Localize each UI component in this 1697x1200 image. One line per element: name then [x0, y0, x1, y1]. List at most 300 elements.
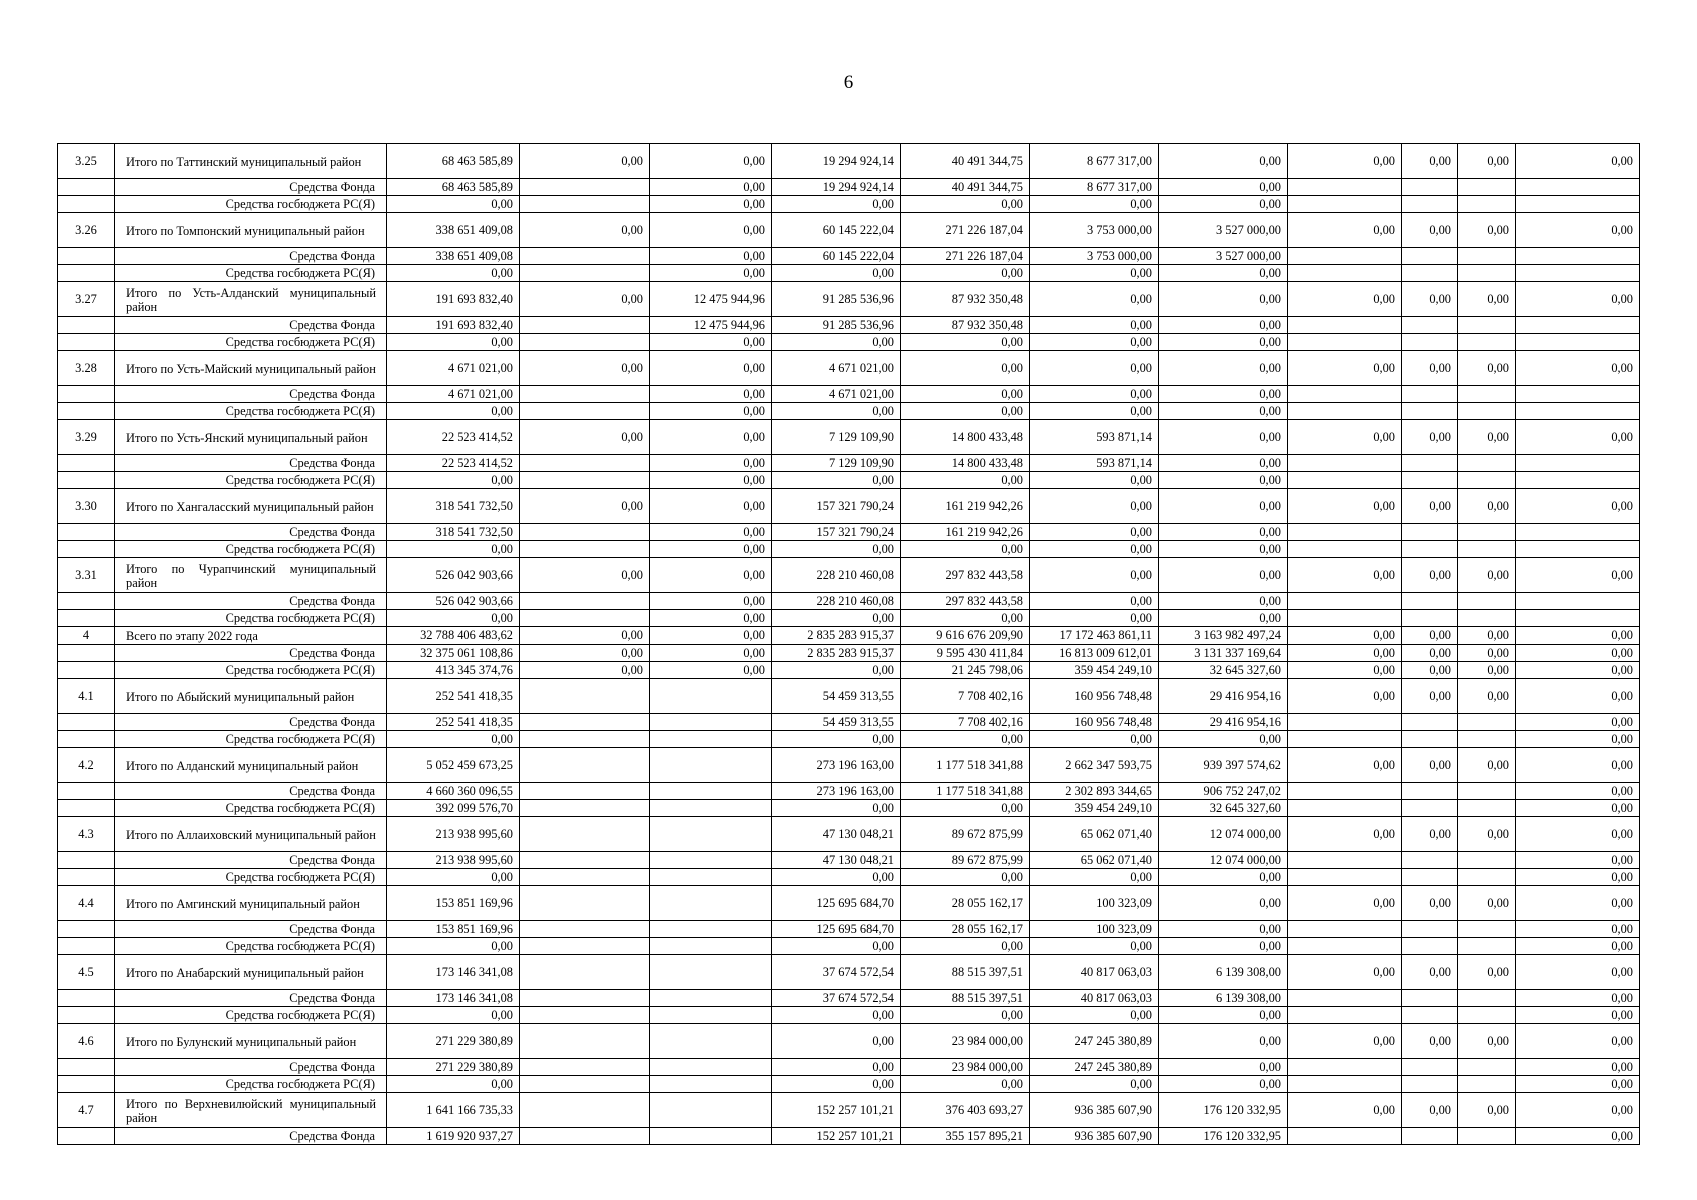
table-subrow-budget [58, 1007, 1640, 1024]
amount-cell: 160 956 748,48 [1030, 714, 1159, 731]
amount-cell: 32 788 406 483,62 [387, 627, 520, 645]
amount-cell: 0,00 [1402, 817, 1458, 852]
amount-cell: 0,00 [1458, 420, 1516, 455]
amount-cell: 0,00 [650, 558, 772, 593]
amount-cell: 0,00 [1516, 627, 1640, 645]
amount-cell: 0,00 [1288, 627, 1402, 645]
table-subrow-fund [58, 852, 1640, 869]
row-code [58, 179, 115, 196]
amount-cell: 0,00 [1159, 489, 1288, 524]
table-row-total [58, 489, 1640, 524]
amount-cell [520, 783, 650, 800]
row-code: 3.30 [58, 489, 115, 524]
amount-cell: 0,00 [387, 541, 520, 558]
amount-cell: 0,00 [1030, 351, 1159, 386]
amount-cell: 0,00 [1516, 420, 1640, 455]
funding-source-label: Средства госбюджета РС(Я) [115, 403, 387, 420]
funding-source-label: Средства госбюджета РС(Я) [115, 800, 387, 817]
amount-cell: 88 515 397,51 [901, 955, 1030, 990]
amount-cell: 4 671 021,00 [772, 386, 901, 403]
amount-cell [1288, 265, 1402, 282]
amount-cell: 0,00 [901, 386, 1030, 403]
amount-cell: 0,00 [1402, 558, 1458, 593]
amount-cell [1458, 317, 1516, 334]
amount-cell: 0,00 [1516, 955, 1640, 990]
amount-cell [1458, 1128, 1516, 1145]
row-code: 3.25 [58, 144, 115, 179]
amount-cell [520, 817, 650, 852]
amount-cell: 228 210 460,08 [772, 593, 901, 610]
amount-cell: 0,00 [1458, 645, 1516, 662]
amount-cell [520, 1007, 650, 1024]
amount-cell: 1 641 166 735,33 [387, 1093, 520, 1128]
amount-cell [1458, 921, 1516, 938]
amount-cell: 32 645 327,60 [1159, 662, 1288, 679]
amount-cell: 23 984 000,00 [901, 1059, 1030, 1076]
amount-cell [1402, 334, 1458, 351]
amount-cell [1458, 386, 1516, 403]
amount-cell: 0,00 [520, 144, 650, 179]
row-code: 4.6 [58, 1024, 115, 1059]
amount-cell [1458, 610, 1516, 627]
amount-cell [650, 955, 772, 990]
amount-cell [1458, 455, 1516, 472]
amount-cell: 0,00 [650, 420, 772, 455]
amount-cell [650, 1076, 772, 1093]
amount-cell: 526 042 903,66 [387, 558, 520, 593]
amount-cell: 0,00 [1030, 610, 1159, 627]
amount-cell: 176 120 332,95 [1159, 1093, 1288, 1128]
amount-cell: 0,00 [772, 472, 901, 489]
amount-cell: 0,00 [1288, 886, 1402, 921]
amount-cell [650, 921, 772, 938]
table-subrow-fund [58, 921, 1640, 938]
amount-cell [1402, 265, 1458, 282]
amount-cell: 252 541 418,35 [387, 679, 520, 714]
amount-cell: 936 385 607,90 [1030, 1128, 1159, 1145]
amount-cell: 5 052 459 673,25 [387, 748, 520, 783]
amount-cell: 0,00 [1516, 990, 1640, 1007]
amount-cell: 0,00 [772, 610, 901, 627]
amount-cell [1402, 990, 1458, 1007]
row-code: 3.26 [58, 213, 115, 248]
row-name: Итого по Усть-Алданский муниципальный район [115, 282, 387, 317]
amount-cell: 65 062 071,40 [1030, 817, 1159, 852]
amount-cell: 213 938 995,60 [387, 817, 520, 852]
amount-cell [1288, 403, 1402, 420]
amount-cell [520, 541, 650, 558]
amount-cell [1458, 783, 1516, 800]
amount-cell [1458, 990, 1516, 1007]
amount-cell: 213 938 995,60 [387, 852, 520, 869]
funding-source-label: Средства Фонда [115, 1128, 387, 1145]
amount-cell: 28 055 162,17 [901, 921, 1030, 938]
amount-cell: 0,00 [1159, 921, 1288, 938]
amount-cell: 0,00 [1402, 213, 1458, 248]
amount-cell [650, 714, 772, 731]
amount-cell: 0,00 [1288, 420, 1402, 455]
amount-cell: 191 693 832,40 [387, 317, 520, 334]
table-row-total [58, 351, 1640, 386]
amount-cell: 0,00 [1458, 627, 1516, 645]
amount-cell: 173 146 341,08 [387, 990, 520, 1007]
amount-cell: 318 541 732,50 [387, 489, 520, 524]
amount-cell: 0,00 [387, 334, 520, 351]
amount-cell: 0,00 [1402, 886, 1458, 921]
amount-cell: 273 196 163,00 [772, 783, 901, 800]
funding-source-label: Средства госбюджета РС(Я) [115, 869, 387, 886]
amount-cell [1288, 714, 1402, 731]
amount-cell: 0,00 [1288, 282, 1402, 317]
funding-source-label: Средства госбюджета РС(Я) [115, 196, 387, 213]
table-subrow-fund [58, 455, 1640, 472]
amount-cell: 0,00 [772, 1059, 901, 1076]
funding-source-label: Средства госбюджета РС(Я) [115, 472, 387, 489]
amount-cell [1402, 179, 1458, 196]
amount-cell: 228 210 460,08 [772, 558, 901, 593]
row-code [58, 1059, 115, 1076]
amount-cell [1402, 541, 1458, 558]
row-code: 4.5 [58, 955, 115, 990]
amount-cell: 0,00 [1402, 955, 1458, 990]
amount-cell: 0,00 [1458, 817, 1516, 852]
row-code [58, 645, 115, 662]
row-code [58, 990, 115, 1007]
amount-cell: 0,00 [650, 213, 772, 248]
amount-cell: 0,00 [1159, 610, 1288, 627]
funding-source-label: Средства госбюджета РС(Я) [115, 662, 387, 679]
amount-cell: 0,00 [1288, 213, 1402, 248]
amount-cell [1458, 524, 1516, 541]
amount-cell: 0,00 [901, 196, 1030, 213]
amount-cell: 0,00 [1288, 662, 1402, 679]
amount-cell: 0,00 [1159, 179, 1288, 196]
amount-cell: 0,00 [1458, 144, 1516, 179]
table-row-total [58, 1093, 1640, 1128]
amount-cell [1288, 1076, 1402, 1093]
row-code [58, 610, 115, 627]
amount-cell: 0,00 [650, 645, 772, 662]
amount-cell: 0,00 [650, 248, 772, 265]
amount-cell [1288, 1128, 1402, 1145]
amount-cell [1458, 852, 1516, 869]
amount-cell: 0,00 [1288, 1093, 1402, 1128]
amount-cell [520, 1059, 650, 1076]
amount-cell: 297 832 443,58 [901, 593, 1030, 610]
amount-cell: 0,00 [1030, 558, 1159, 593]
row-code [58, 731, 115, 748]
amount-cell: 0,00 [1402, 144, 1458, 179]
amount-cell: 359 454 249,10 [1030, 800, 1159, 817]
amount-cell [1402, 800, 1458, 817]
table-subrow-fund [58, 714, 1640, 731]
amount-cell [1516, 524, 1640, 541]
amount-cell [650, 817, 772, 852]
amount-cell: 526 042 903,66 [387, 593, 520, 610]
table-subrow-budget [58, 1076, 1640, 1093]
funding-source-label: Средства госбюджета РС(Я) [115, 938, 387, 955]
amount-cell: 0,00 [650, 627, 772, 645]
amount-cell: 0,00 [772, 541, 901, 558]
amount-cell: 0,00 [1402, 1024, 1458, 1059]
amount-cell: 273 196 163,00 [772, 748, 901, 783]
amount-cell: 338 651 409,08 [387, 248, 520, 265]
amount-cell: 0,00 [772, 403, 901, 420]
row-code [58, 455, 115, 472]
amount-cell: 0,00 [1516, 351, 1640, 386]
amount-cell: 0,00 [650, 524, 772, 541]
amount-cell: 0,00 [1030, 265, 1159, 282]
amount-cell: 37 674 572,54 [772, 955, 901, 990]
amount-cell: 3 527 000,00 [1159, 213, 1288, 248]
amount-cell [1402, 869, 1458, 886]
amount-cell [1458, 403, 1516, 420]
amount-cell: 0,00 [1159, 317, 1288, 334]
amount-cell: 0,00 [1288, 817, 1402, 852]
amount-cell: 0,00 [1516, 282, 1640, 317]
amount-cell: 3 527 000,00 [1159, 248, 1288, 265]
amount-cell [1516, 541, 1640, 558]
amount-cell: 355 157 895,21 [901, 1128, 1030, 1145]
amount-cell: 0,00 [901, 800, 1030, 817]
amount-cell [1458, 1007, 1516, 1024]
amount-cell [1516, 248, 1640, 265]
row-code [58, 524, 115, 541]
amount-cell: 0,00 [901, 472, 1030, 489]
amount-cell: 0,00 [1458, 558, 1516, 593]
amount-cell: 0,00 [1402, 662, 1458, 679]
amount-cell: 0,00 [1516, 714, 1640, 731]
amount-cell [1516, 196, 1640, 213]
amount-cell: 0,00 [1030, 317, 1159, 334]
amount-cell: 0,00 [901, 265, 1030, 282]
amount-cell [520, 196, 650, 213]
amount-cell [1402, 852, 1458, 869]
amount-cell: 152 257 101,21 [772, 1093, 901, 1128]
amount-cell: 939 397 574,62 [1159, 748, 1288, 783]
amount-cell: 0,00 [1030, 334, 1159, 351]
funding-source-label: Средства Фонда [115, 317, 387, 334]
amount-cell: 0,00 [520, 489, 650, 524]
row-name: Итого по Амгинский муниципальный район [115, 886, 387, 921]
row-code [58, 265, 115, 282]
amount-cell [650, 852, 772, 869]
amount-cell: 0,00 [520, 351, 650, 386]
amount-cell [520, 748, 650, 783]
amount-cell: 338 651 409,08 [387, 213, 520, 248]
amount-cell [650, 1059, 772, 1076]
amount-cell: 160 956 748,48 [1030, 679, 1159, 714]
amount-cell [650, 1093, 772, 1128]
amount-cell: 0,00 [1458, 1024, 1516, 1059]
amount-cell: 0,00 [1030, 938, 1159, 955]
amount-cell [1458, 541, 1516, 558]
amount-cell [1402, 248, 1458, 265]
amount-cell: 2 835 283 915,37 [772, 645, 901, 662]
amount-cell: 0,00 [1516, 645, 1640, 662]
amount-cell [1458, 800, 1516, 817]
row-code [58, 334, 115, 351]
amount-cell: 0,00 [1159, 731, 1288, 748]
amount-cell: 0,00 [1516, 817, 1640, 852]
amount-cell: 0,00 [1159, 886, 1288, 921]
amount-cell: 593 871,14 [1030, 455, 1159, 472]
amount-cell [520, 714, 650, 731]
amount-cell: 0,00 [1458, 886, 1516, 921]
amount-cell: 91 285 536,96 [772, 282, 901, 317]
amount-cell [520, 731, 650, 748]
funding-source-label: Средства Фонда [115, 524, 387, 541]
amount-cell: 4 671 021,00 [772, 351, 901, 386]
amount-cell: 0,00 [650, 196, 772, 213]
amount-cell [1288, 783, 1402, 800]
amount-cell [1288, 541, 1402, 558]
amount-cell: 0,00 [1516, 489, 1640, 524]
amount-cell [520, 248, 650, 265]
funding-source-label: Средства Фонда [115, 852, 387, 869]
amount-cell: 0,00 [1288, 955, 1402, 990]
funding-source-label: Средства Фонда [115, 1059, 387, 1076]
amount-cell: 0,00 [1159, 1076, 1288, 1093]
amount-cell: 0,00 [1402, 282, 1458, 317]
amount-cell [1288, 472, 1402, 489]
amount-cell [1288, 248, 1402, 265]
row-name: Итого по Верхневилюйский муниципальный район [115, 1093, 387, 1128]
amount-cell: 0,00 [1402, 1093, 1458, 1128]
row-name: Итого по Булунский муниципальный район [115, 1024, 387, 1059]
amount-cell [650, 800, 772, 817]
amount-cell: 17 172 463 861,11 [1030, 627, 1159, 645]
amount-cell: 32 375 061 108,86 [387, 645, 520, 662]
amount-cell [1516, 317, 1640, 334]
amount-cell [520, 334, 650, 351]
table-subrow-budget [58, 869, 1640, 886]
amount-cell [520, 1128, 650, 1145]
amount-cell: 0,00 [1288, 748, 1402, 783]
amount-cell [1516, 472, 1640, 489]
row-name: Итого по Усть-Янский муниципальный район [115, 420, 387, 455]
amount-cell [1402, 731, 1458, 748]
table-subrow-budget [58, 472, 1640, 489]
row-code [58, 196, 115, 213]
amount-cell [1288, 610, 1402, 627]
amount-cell [1402, 196, 1458, 213]
amount-cell [1516, 455, 1640, 472]
amount-cell [1458, 869, 1516, 886]
amount-cell: 9 616 676 209,90 [901, 627, 1030, 645]
amount-cell: 22 523 414,52 [387, 420, 520, 455]
amount-cell: 0,00 [1288, 351, 1402, 386]
amount-cell: 247 245 380,89 [1030, 1059, 1159, 1076]
amount-cell: 176 120 332,95 [1159, 1128, 1288, 1145]
amount-cell [520, 852, 650, 869]
amount-cell [1402, 714, 1458, 731]
funding-source-label: Средства Фонда [115, 386, 387, 403]
amount-cell: 0,00 [1159, 403, 1288, 420]
amount-cell: 0,00 [650, 351, 772, 386]
amount-cell: 21 245 798,06 [901, 662, 1030, 679]
amount-cell [1288, 921, 1402, 938]
amount-cell: 47 130 048,21 [772, 817, 901, 852]
amount-cell [1402, 1076, 1458, 1093]
amount-cell: 0,00 [650, 455, 772, 472]
table-subrow-fund [58, 317, 1640, 334]
funding-source-label: Средства госбюджета РС(Я) [115, 610, 387, 627]
row-code [58, 783, 115, 800]
amount-cell: 0,00 [772, 869, 901, 886]
amount-cell [1402, 610, 1458, 627]
funding-source-label: Средства Фонда [115, 921, 387, 938]
amount-cell: 0,00 [650, 662, 772, 679]
amount-cell: 0,00 [1159, 282, 1288, 317]
amount-cell: 0,00 [1030, 403, 1159, 420]
amount-cell: 0,00 [1288, 1024, 1402, 1059]
row-code [58, 714, 115, 731]
amount-cell [1288, 524, 1402, 541]
amount-cell: 0,00 [1402, 489, 1458, 524]
row-name: Итого по Томпонский муниципальный район [115, 213, 387, 248]
amount-cell: 0,00 [1516, 1024, 1640, 1059]
amount-cell: 0,00 [1159, 1024, 1288, 1059]
amount-cell: 0,00 [1159, 1007, 1288, 1024]
amount-cell: 0,00 [387, 731, 520, 748]
amount-cell: 0,00 [1030, 1076, 1159, 1093]
table-subrow-fund [58, 179, 1640, 196]
amount-cell: 153 851 169,96 [387, 886, 520, 921]
row-code [58, 938, 115, 955]
row-code [58, 317, 115, 334]
amount-cell: 0,00 [650, 593, 772, 610]
amount-cell: 0,00 [387, 403, 520, 420]
amount-cell: 14 800 433,48 [901, 455, 1030, 472]
table-row-total [58, 1024, 1640, 1059]
row-code [58, 921, 115, 938]
amount-cell [1288, 1059, 1402, 1076]
row-code: 3.27 [58, 282, 115, 317]
amount-cell: 0,00 [387, 472, 520, 489]
amount-cell [650, 748, 772, 783]
amount-cell [1516, 610, 1640, 627]
amount-cell [1402, 1128, 1458, 1145]
amount-cell: 0,00 [1458, 213, 1516, 248]
row-code [58, 1007, 115, 1024]
amount-cell: 37 674 572,54 [772, 990, 901, 1007]
row-code: 3.29 [58, 420, 115, 455]
amount-cell: 0,00 [1159, 196, 1288, 213]
amount-cell: 157 321 790,24 [772, 524, 901, 541]
amount-cell: 0,00 [1516, 731, 1640, 748]
amount-cell: 29 416 954,16 [1159, 714, 1288, 731]
amount-cell: 271 226 187,04 [901, 248, 1030, 265]
amount-cell: 0,00 [1030, 731, 1159, 748]
table-subrow-fund [58, 524, 1640, 541]
amount-cell: 0,00 [772, 1076, 901, 1093]
amount-cell: 247 245 380,89 [1030, 1024, 1159, 1059]
amount-cell: 376 403 693,27 [901, 1093, 1030, 1128]
amount-cell [1458, 248, 1516, 265]
row-code [58, 1076, 115, 1093]
amount-cell: 0,00 [520, 282, 650, 317]
amount-cell [1516, 403, 1640, 420]
row-name: Итого по Чурапчинский муниципальный район [115, 558, 387, 593]
amount-cell: 0,00 [901, 1076, 1030, 1093]
amount-cell: 0,00 [1516, 213, 1640, 248]
amount-cell: 0,00 [901, 610, 1030, 627]
amount-cell: 0,00 [1516, 144, 1640, 179]
amount-cell [520, 955, 650, 990]
amount-cell [1402, 1007, 1458, 1024]
amount-cell: 252 541 418,35 [387, 714, 520, 731]
